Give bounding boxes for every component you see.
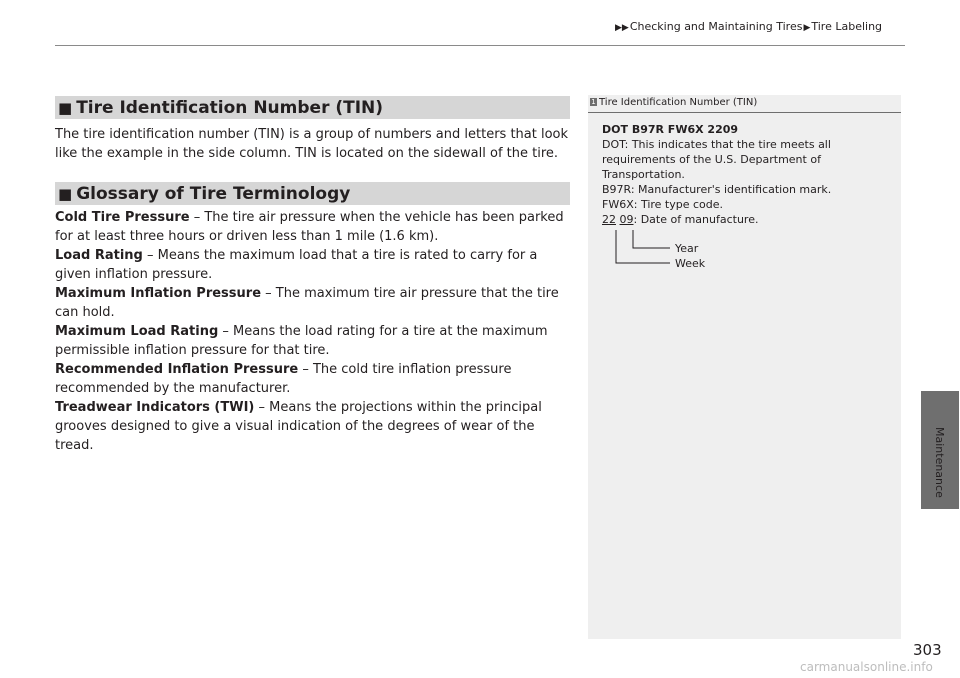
glossary-definition: – Means the maximum load that a tire is rated to carry for a given inflation pressure. [55, 248, 538, 282]
breadcrumb-item-2: Tire Labeling [811, 20, 883, 33]
breadcrumb-item-1: Checking and Maintaining Tires [629, 20, 803, 33]
side-column [588, 95, 901, 639]
tin-paragraph: The tire identification number (TIN) is a group of numbers and letters that look like the example in the side column. TIN is located on the sidewall of the tire. [55, 127, 569, 161]
side-line: B97R: Manufacturer's identification mark. [602, 183, 832, 196]
section-title: Tire Identification Number (TIN) [76, 97, 384, 118]
date-week: 22 [602, 213, 616, 226]
glossary-term: Recommended Inflation Pressure [55, 362, 299, 377]
glossary-definition: – Means the load rating for a tire at the maximum permissible inflation pressure for that tire. [55, 324, 548, 358]
glossary-definition: – The tire air pressure when the vehicle has been parked for at least three hours or driven less than 1 mile (1.6 km). [55, 210, 564, 244]
section-heading-glossary [55, 182, 570, 205]
glossary-term: Load Rating [55, 248, 143, 263]
note-marker-icon: 1 [591, 98, 596, 106]
glossary-entry [55, 398, 570, 455]
year-label: Year [675, 242, 699, 255]
glossary-list [55, 208, 570, 455]
square-bullet-icon: ■ [58, 98, 73, 117]
section-heading-tin [55, 96, 570, 119]
date-description: : Date of manufacture. [633, 213, 759, 226]
glossary-term: Treadwear Indicators (TWI) [55, 400, 255, 415]
square-bullet-icon: ■ [58, 184, 73, 203]
chapter-label: Maintenance [933, 427, 946, 498]
watermark: carmanualsonline.info [800, 660, 933, 674]
glossary-entry [55, 360, 570, 398]
glossary-entry [55, 246, 570, 284]
glossary-term: Maximum Load Rating [55, 324, 219, 339]
breadcrumb [614, 20, 904, 33]
header-divider [55, 45, 905, 46]
section-title: Glossary of Tire Terminology [76, 183, 351, 204]
glossary-entry [55, 322, 570, 360]
side-line: DOT: This indicates that the tire meets all requirements of the U.S. Department of Transportation. [602, 138, 831, 181]
side-title-text: Tire Identification Number (TIN) [599, 97, 758, 108]
glossary-term: Cold Tire Pressure [55, 210, 190, 225]
week-callout-line [616, 230, 670, 263]
page-number: 303 [913, 641, 942, 659]
side-line: FW6X: Tire type code. [602, 198, 724, 211]
glossary-entry [55, 208, 570, 246]
triangle-icon: ▶▶ [615, 23, 629, 33]
tin-example-code: DOT B97R FW6X 2209 [602, 123, 739, 136]
year-callout-line [633, 230, 670, 248]
glossary-term: Maximum Inflation Pressure [55, 286, 262, 301]
glossary-definition: – The cold tire inflation pressure recommended by the manufacturer. [55, 362, 512, 396]
date-year: 09 [619, 213, 634, 226]
glossary-entry [55, 284, 570, 322]
date-callout-diagram [588, 95, 901, 295]
triangle-icon: ▶ [803, 23, 811, 33]
glossary-definition: – The maximum tire air pressure that the tire can hold. [55, 286, 559, 320]
week-label: Week [675, 257, 706, 270]
glossary-definition: – Means the projections within the principal grooves designed to give a visual indication of the degrees of wear of the tread. [55, 400, 542, 453]
